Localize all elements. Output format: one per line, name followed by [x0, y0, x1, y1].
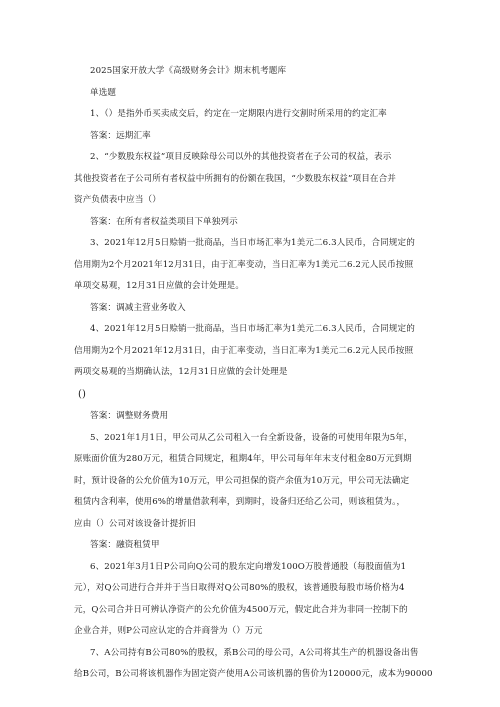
question-text-line: 4、2021年12月5日赊销一批商品，当日市场汇率为1美元二6.3人民币，合同规定的 [90, 324, 415, 334]
question-text-line: 企业合并，则P公司应认定的合并商誉为（）万元 [74, 626, 263, 636]
question-text-line: 两项交易观的当期确认法，12月31日应做的会计处理是 [74, 367, 288, 377]
question-text-line: 6、2021年3月1日P公司向Q公司的股东定向增发100O万股普通股（每股面值为1 [90, 561, 407, 572]
question-7 [74, 648, 434, 681]
question-text-line: 租赁内含利率，使用6%的增量借款利率，到期时，设备归还给乙公司，则该租赁为。， [74, 497, 406, 507]
question-text-line: 3、2021年12月5日赊销一批商品，当日市场汇率为1美元二6.3人民币，合同规定的 [90, 238, 415, 248]
question-text-line: 资产负债表中应当（） [74, 195, 161, 205]
answer-text: 答案：远期汇率 [90, 130, 151, 141]
question-text-line: 应由（）公司对该设备计提折旧 [74, 518, 196, 529]
question-text-line: 2、“少数股东权益”项目反映除母公司以外的其他投资者在子公司的权益，表示 [90, 152, 392, 162]
question-text-line: 其他投资者在子公司所有者权益中所拥有的份额在我国，“少数股东权益”项目在合并 [74, 173, 396, 184]
question-text-line: 时，预计设备的公允价值为10万元，甲公司担保的资产余值为10万元，甲公司无法确定 [74, 475, 410, 486]
document-title: 2025国家开放大学《高级财务会计》期末机考题库 [90, 66, 287, 76]
question-1 [74, 109, 434, 142]
answer-text: 答案：调减主营业务收入 [90, 302, 186, 313]
question-text-line: 信用期为2个月2021年12月31日，由于汇率变动，当日汇率为1美元二6.2元人民币按照 [74, 259, 414, 270]
question-6 [74, 562, 434, 638]
paren-text: () [78, 388, 87, 400]
question-2 [74, 152, 434, 228]
question-text-line: 5、2021年1月1日，甲公司从乙公司租入一台全新设备，设备的可使用年限为5年， [90, 432, 413, 443]
question-4 [74, 324, 434, 422]
answer-placeholder-paren [74, 389, 434, 401]
question-text-line: 原账面价值为280万元，租赁合同规定，租期4年，甲公司每年年末支付租金80万元到期 [74, 454, 412, 464]
question-text-line: 给B公司，B公司将该机器作为固定资产使用A公司该机器的售价为120000元，成本为90000 [74, 669, 433, 679]
question-text-line: 7、A公司持有B公司80%的股权，系B公司的母公司，A公司将其生产的机器设备出售 [90, 647, 419, 658]
question-3 [74, 238, 434, 314]
document-content [74, 66, 434, 691]
question-text-line: 元，Q公司合并日可辨认净资产的公允价值为4500万元，假定此合并为非同一控制下的 [74, 604, 408, 615]
answer-text: 答案：在所有者权益类项目下单独列示 [90, 216, 238, 227]
question-text-line: 单项交易观，12月31日应做的会计处理是。 [74, 281, 245, 291]
section-heading: 单选题 [90, 87, 117, 98]
question-text-line: 信用期为2个月2021年12月31日，由于汇率变动，当日汇率为1美元二6.2元人民币按照 [74, 345, 414, 356]
answer-text: 答案：融资租赁甲 [90, 540, 160, 550]
question-text-line: 元），对Q公司进行合并并于当日取得对Q公司80%的股权，该普通股每股市场价格为4 [74, 583, 405, 593]
question-5 [74, 433, 434, 552]
question-text-line: 1、（）是指外币买卖成交后，约定在一定期限内进行交割时所采用的约定汇率 [90, 109, 387, 119]
answer-text: 答案：调整财务费用 [90, 411, 169, 421]
